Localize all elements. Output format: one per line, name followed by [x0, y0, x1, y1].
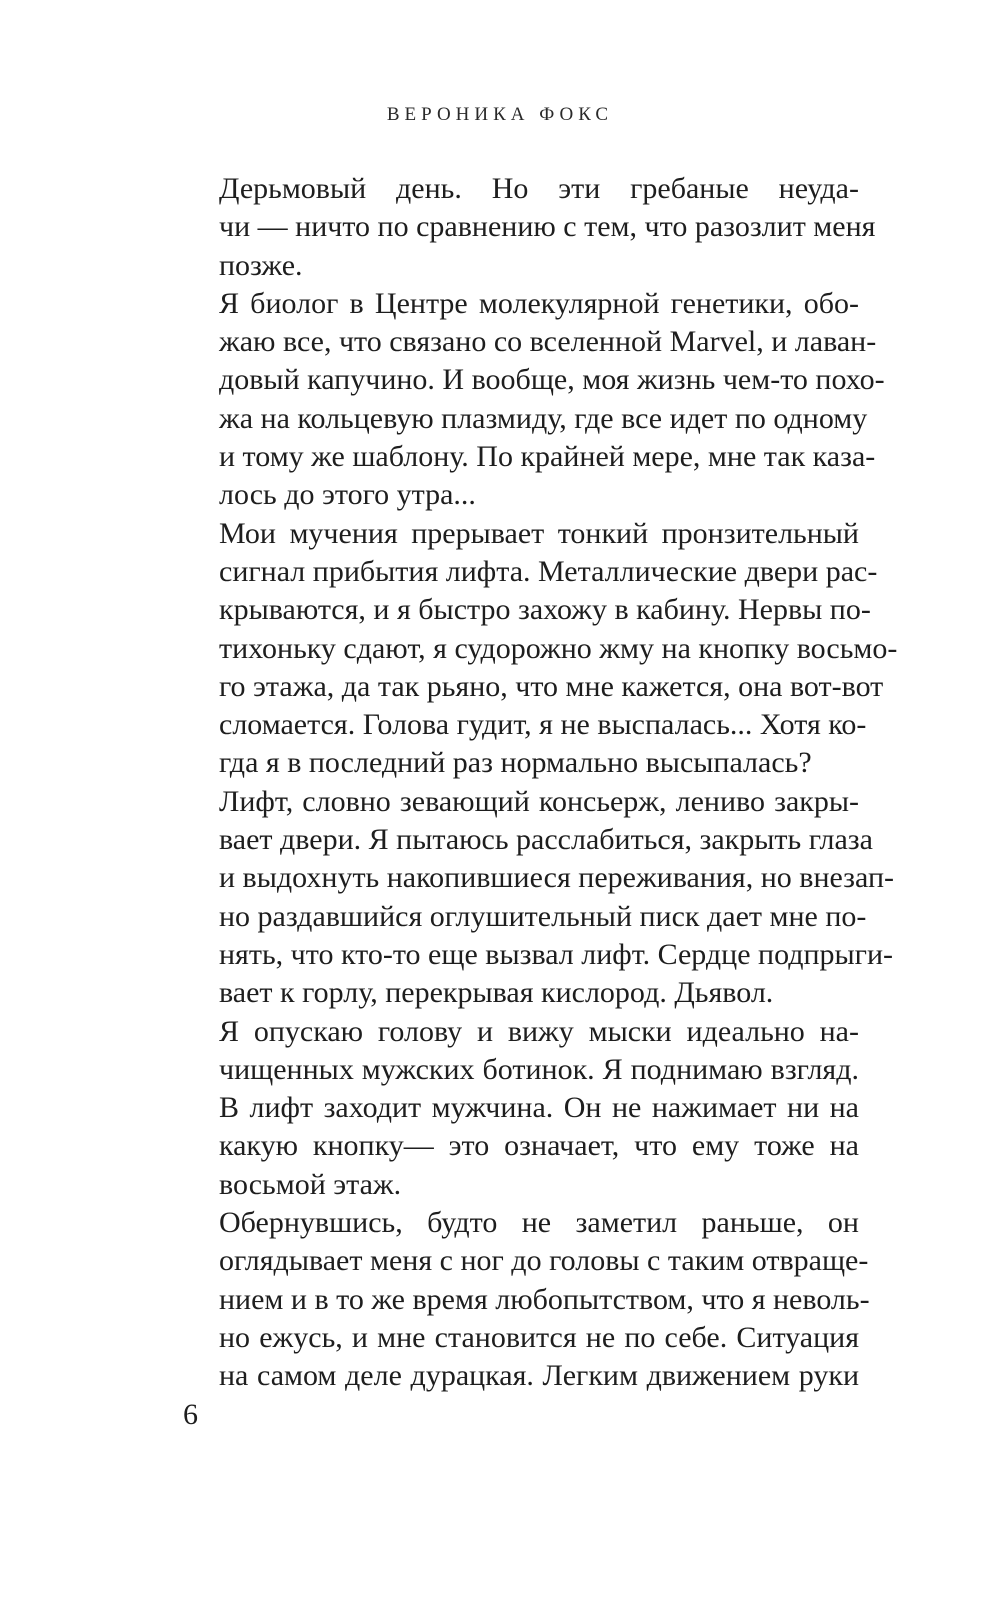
text-line: и выдохнуть накопившиеся переживания, но внезап- [219, 861, 894, 895]
text-line: крываются, и я быстро захожу в кабину. Нервы по- [219, 593, 871, 627]
text-line: сигнал прибытия лифта. Металлические двери рас- [219, 554, 878, 588]
body-text [183, 170, 898, 1396]
text-line: Дерьмовый день. Но эти гребаные неуда- [219, 172, 859, 205]
paragraph [183, 1013, 859, 1204]
text-line: гда я в последний раз нормально высыпалась? [219, 746, 812, 780]
text-line: лось до этого утра... [219, 478, 476, 512]
text-line: Я опускаю голову и вижу мыски идеально на- [219, 1014, 859, 1048]
text-line: Я биолог в Центре молекулярной генетики, обо- [219, 286, 859, 320]
text-line: вает к горлу, перекрывая кислород. Дьявол. [219, 976, 774, 1010]
text-line: го этажа, да так рьяно, что мне кажется, она вот-вот [219, 669, 884, 703]
text-line: нием и в то же время любопытством, что я неволь- [219, 1282, 870, 1316]
paragraph [183, 170, 876, 285]
page-number: 6 [183, 1398, 198, 1431]
text-line: нять, что кто-то еще вызвал лифт. Сердце подпрыги- [219, 937, 894, 971]
paragraph [183, 285, 885, 515]
text-line: В лифт заходит мужчина. Он не нажимает ни на [219, 1091, 859, 1125]
text-line: Мои мучения прерывает тонкий пронзительный [219, 516, 859, 550]
paragraph [183, 515, 898, 783]
text-line: вает двери. Я пытаюсь расслабиться, закрыть глаза [219, 823, 873, 857]
text-line: на самом деле дурацкая. Легким движением руки [219, 1359, 859, 1393]
text-line: позже. [219, 248, 303, 282]
text-line: но ежусь, и мне становится не по себе. Ситуация [219, 1320, 859, 1354]
text-line: но раздавшийся оглушительный писк дает мне по- [219, 899, 867, 933]
paragraph [183, 1204, 870, 1395]
text-line: Лифт, словно зевающий консьерж, лениво закры- [219, 784, 859, 818]
text-line: жа на кольцевую плазмиду, где все идет по одному [219, 401, 868, 435]
text-line: какую кнопку— это означает, что ему тоже на [219, 1129, 859, 1163]
text-line: восьмой этаж. [219, 1167, 402, 1201]
text-line: оглядывает меня с ног до головы с таким отвраще- [219, 1244, 869, 1278]
text-line: жаю все, что связано со вселенной Marvel, и лаван- [219, 325, 877, 359]
text-line: тихоньку сдают, я судорожно жму на кнопку восьмо- [219, 631, 898, 665]
text-line: чи — ничто по сравнению с тем, что разозлит меня [219, 210, 876, 244]
text-line: сломается. Голова гудит, я не выспалась... Хотя ко- [219, 708, 867, 742]
running-header-author: ВЕРОНИКА ФОКС [386, 104, 614, 125]
text-line: чищенных мужских ботинок. Я поднимаю взгляд. [219, 1052, 859, 1086]
text-line: и тому же шаблону. По крайней мере, мне так каза- [219, 440, 876, 474]
text-line: Обернувшись, будто не заметил раньше, он [219, 1206, 859, 1240]
paragraph [183, 783, 894, 1013]
text-line: довый капучино. И вообще, моя жизнь чем-то похо- [219, 363, 885, 397]
